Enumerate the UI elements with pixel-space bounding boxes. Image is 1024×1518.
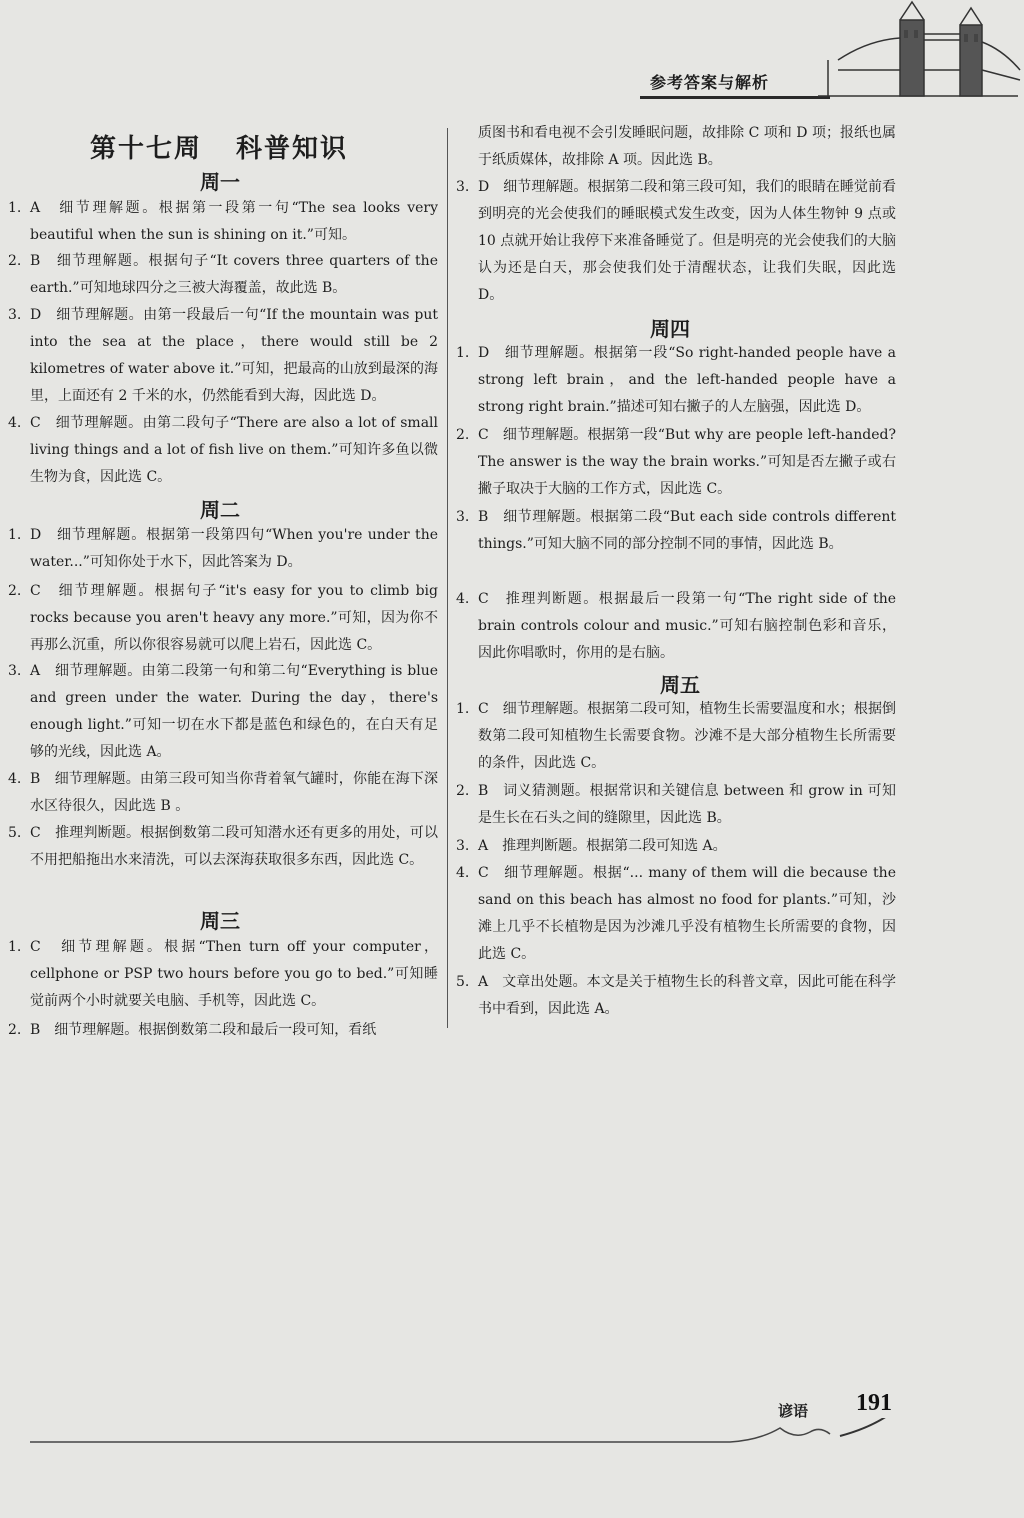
answer-item: 1. D 细节理解题。根据第一段“So right-handed people have a strong left brain，and the left-handed people have a strong right brain.”描述可知右撇子的人左脑强，因此选 D。 <box>456 345 896 415</box>
answer-item: 3. D 细节理解题。由第一段最后一句“If the mountain was put into the sea at the place，there would still be 2 kilometres of water above it.”可知，把最高的山放到最深的海里，上面还有 2 千米的水，仍然能看到大海，因此选 D。 <box>8 307 438 404</box>
answer-item: 3. D 细节理解题。根据第二段和第三段可知，我们的眼睛在睡觉前看到明亮的光会使我们的睡眠模式发生改变，因为人体生物钟 9 点或 10 点就开始让我停下来准备睡觉了。但是明亮的光会使我们的大脑认为还是白天，那会使我们处于清醒状态，让我们失眠，因此选 D。 <box>456 179 896 303</box>
answer-item: 1. C 细节理解题。根据“Then turn off your computer，cellphone or PSP two hours before you go to bed.”可知睡觉前两个小时就要关电脑、手机等，因此选 C。 <box>8 939 438 1009</box>
footer-label: 谚语 <box>778 1402 809 1420</box>
footer-rule <box>30 1418 910 1448</box>
answer-item: 4. C 推理判断题。根据最后一段第一句“The right side of the brain controls colour and music.”可知右脑控制色彩和音乐，因此你唱歌时，你用的是右脑。 <box>456 591 896 661</box>
answer-item: 5. A 文章出处题。本文是关于植物生长的科普文章，因此可能在科学书中看到，因此选 A。 <box>456 974 896 1017</box>
answer-item: 2. B 细节理解题。根据句子“It covers three quarters of the earth.”可知地球四分之三被大海覆盖，故此选 B。 <box>8 253 438 296</box>
day-heading-mon: 周一 <box>200 170 240 194</box>
answer-item: 2. B 词义猜测题。根据常识和关键信息 between 和 grow in 可知是生长在石头之间的缝隙里，因此选 B。 <box>456 783 896 826</box>
week-title <box>90 128 348 165</box>
answer-item: 2. C 细节理解题。根据第一段“But why are people left-handed? The answer is the way the brain works.”可知是否左撇子或右撇子取决于大脑的工作方式，因此选 C。 <box>456 427 896 497</box>
page-number: 191 <box>856 1390 892 1416</box>
answer-item: 5. C 推理判断题。根据倒数第二段可知潜水还有更多的用处，可以不用把船拖出水来清洗，可以去深海获取很多东西，因此选 C。 <box>8 825 438 868</box>
header-title: 参考答案与解析 <box>650 73 770 92</box>
answer-item: 3. A 细节理解题。由第二段第一句和第二句“Everything is blue and green under the water. During the day，there's enough light.”可知一切在水下都是蓝色和绿色的，在白天有足够的光线，因此选 A。 <box>8 663 438 760</box>
answer-item: 2. C 细节理解题。根据句子“it's easy for you to climb big rocks because you aren't heavy any more.”可知，因为你不再那么沉重，所以你很容易就可以爬上岩石，因此选 C。 <box>8 583 438 653</box>
answer-continuation: 质图书和看电视不会引发睡眠问题，故排除 C 项和 D 项；报纸也属于纸质媒体，故排除 A 项。因此选 B。 <box>478 125 896 168</box>
day-heading-wed: 周三 <box>200 909 240 933</box>
day-heading-fri: 周五 <box>660 673 700 697</box>
tower-bridge-illustration <box>808 0 1024 106</box>
day-heading-tue: 周二 <box>200 498 240 522</box>
answer-item: 4. B 细节理解题。由第三段可知当你背着氧气罐时，你能在海下深水区待很久，因此选 B 。 <box>8 771 438 814</box>
answer-item: 3. A 推理判断题。根据第二段可知选 A。 <box>456 838 727 854</box>
answer-item: 4. C 细节理解题。由第二段句子“There are also a lot of small living things and a lot of fish live on them.”可知许多鱼以微生物为食，因此选 C。 <box>8 415 438 485</box>
answer-item: 2. B 细节理解题。根据倒数第二段和最后一段可知，看纸 <box>8 1022 377 1038</box>
answer-item: 3. B 细节理解题。根据第二段“But each side controls different things.”可知大脑不同的部分控制不同的事情，因此选 B。 <box>456 509 896 552</box>
answer-item: 1. D 细节理解题。根据第一段第四句“When you're under the water...”可知你处于水下，因此答案为 D。 <box>8 527 438 570</box>
week-number: 第十七周 <box>90 134 203 164</box>
day-heading-thu: 周四 <box>650 317 690 341</box>
answer-item: 1. C 细节理解题。根据第二段可知，植物生长需要温度和水；根据倒数第二段可知植物生长需要食物。沙滩不是大部分植物生长所需要的条件，因此选 C。 <box>456 701 896 771</box>
answer-item: 4. C 细节理解题。根据“... many of them will die because the sand on this beach has almost no food for plants.”可知，沙滩上几乎不长植物是因为沙滩几乎没有植物生长所需要的食物，因此选 C。 <box>456 865 896 962</box>
week-topic: 科普知识 <box>236 134 349 164</box>
column-divider <box>447 128 448 1028</box>
header-rule <box>640 96 830 99</box>
answer-item: 1. A 细节理解题。根据第一段第一句“The sea looks very beautiful when the sun is shining on it.”可知。 <box>8 200 438 243</box>
